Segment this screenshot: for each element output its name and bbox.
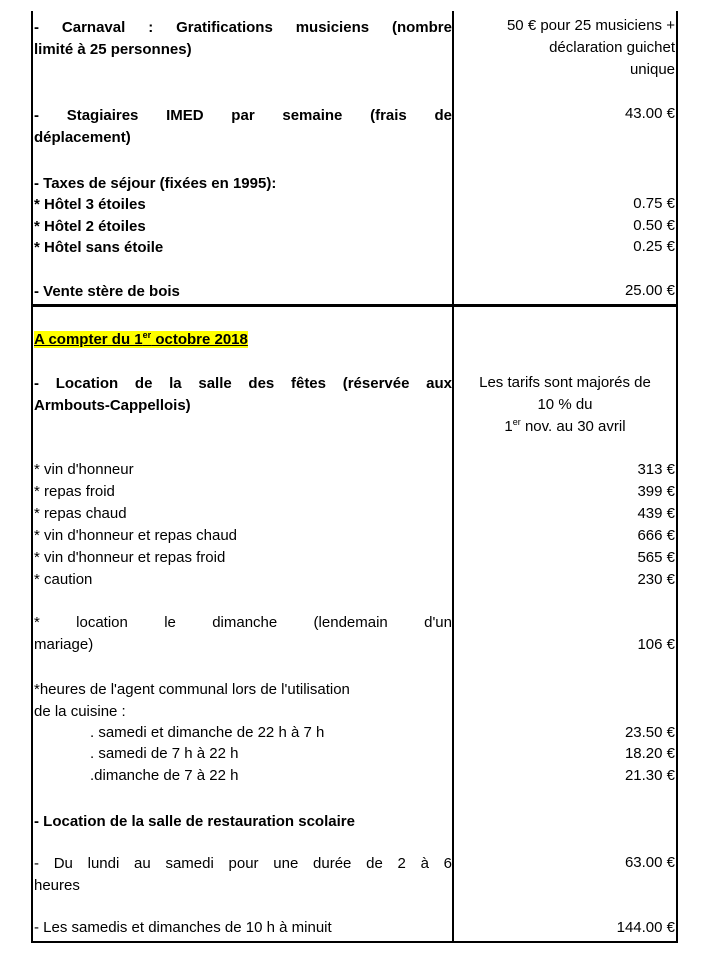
tarif-row-label: * vin d'honneur et repas chaud xyxy=(34,527,238,544)
dimanche-label: * location le dimanche (lendemain d'un xyxy=(34,614,452,631)
tarif-row-label: * repas chaud xyxy=(34,505,127,522)
agent-row-label: . samedi et dimanche de 22 h à 7 h xyxy=(90,724,325,741)
salle-note: Les tarifs sont majorés de xyxy=(479,374,651,391)
tarif-row-label: * repas froid xyxy=(34,483,115,500)
agent-row-value: 23.50 € xyxy=(624,724,675,741)
taxes-title: - Taxes de séjour (fixées en 1995): xyxy=(34,175,277,192)
carnaval-label-cont: limité à 25 personnes) xyxy=(34,41,192,58)
taxe-row-label: * Hôtel 2 étoiles xyxy=(34,218,146,235)
salle-note-cont: 10 % du xyxy=(537,396,593,413)
taxe-row-label: * Hôtel 3 étoiles xyxy=(34,196,146,213)
taxe-row-value: 0.50 € xyxy=(633,217,675,234)
tarif-row-value: 399 € xyxy=(637,483,675,500)
dimanche-label-cont: mariage) xyxy=(34,636,94,653)
salle-note-cont2: 1er nov. au 30 avril xyxy=(504,417,626,435)
stagiaires-label: - Stagiaires IMED par semaine (frais de xyxy=(34,107,452,124)
section-heading: A compter du 1er octobre 2018 xyxy=(34,330,248,348)
tarif-row-label: * vin d'honneur xyxy=(34,461,134,478)
agent-label-cont: de la cuisine : xyxy=(34,703,126,720)
table-border-left xyxy=(31,11,33,943)
carnaval-value-cont2: unique xyxy=(629,61,675,78)
taxe-row-value: 0.75 € xyxy=(633,195,675,212)
resto-title: - Location de la salle de restauration scolaire xyxy=(34,813,355,830)
tarif-row-value: 565 € xyxy=(637,549,675,566)
weekend-label: - Les samedis et dimanches de 10 h à minuit xyxy=(34,919,332,936)
lundi-label: - Du lundi au samedi pour une durée de 2 à 6 xyxy=(34,855,452,872)
agent-row-value: 21.30 € xyxy=(624,767,675,784)
agent-row-label: .dimanche de 7 à 22 h xyxy=(90,767,239,784)
dimanche-value: 106 € xyxy=(637,636,675,653)
carnaval-label: - Carnaval : Gratifications musiciens (nombre xyxy=(34,19,452,36)
table-border-bottom xyxy=(31,941,678,943)
tarif-row-value: 230 € xyxy=(637,571,675,588)
bois-label: - Vente stère de bois xyxy=(34,283,180,300)
table-border-right xyxy=(676,11,678,943)
taxe-row-label: * Hôtel sans étoile xyxy=(34,239,164,256)
lundi-value: 63.00 € xyxy=(624,854,675,871)
tarif-row-value: 666 € xyxy=(637,527,675,544)
carnaval-value: 50 € pour 25 musiciens + xyxy=(506,17,675,34)
tarif-row-value: 313 € xyxy=(637,461,675,478)
lundi-label-cont: heures xyxy=(34,877,80,894)
stagiaires-value: 43.00 € xyxy=(624,105,675,122)
tarif-row-value: 439 € xyxy=(637,505,675,522)
tarif-row-label: * caution xyxy=(34,571,93,588)
salle-label-cont: Armbouts-Cappellois) xyxy=(34,397,191,414)
agent-row-label: . samedi de 7 h à 22 h xyxy=(90,745,239,762)
tarif-row-label: * vin d'honneur et repas froid xyxy=(34,549,226,566)
taxe-row-value: 0.25 € xyxy=(633,238,675,255)
weekend-value: 144.00 € xyxy=(616,919,675,936)
section-divider xyxy=(31,304,678,307)
carnaval-value-cont: déclaration guichet xyxy=(549,39,675,56)
bois-value: 25.00 € xyxy=(624,282,675,299)
stagiaires-label-cont: déplacement) xyxy=(34,129,131,146)
salle-label: - Location de la salle des fêtes (réservée aux xyxy=(34,375,452,392)
agent-row-value: 18.20 € xyxy=(624,745,675,762)
column-divider xyxy=(452,11,454,943)
agent-label: *heures de l'agent communal lors de l'utilisation xyxy=(34,681,350,698)
